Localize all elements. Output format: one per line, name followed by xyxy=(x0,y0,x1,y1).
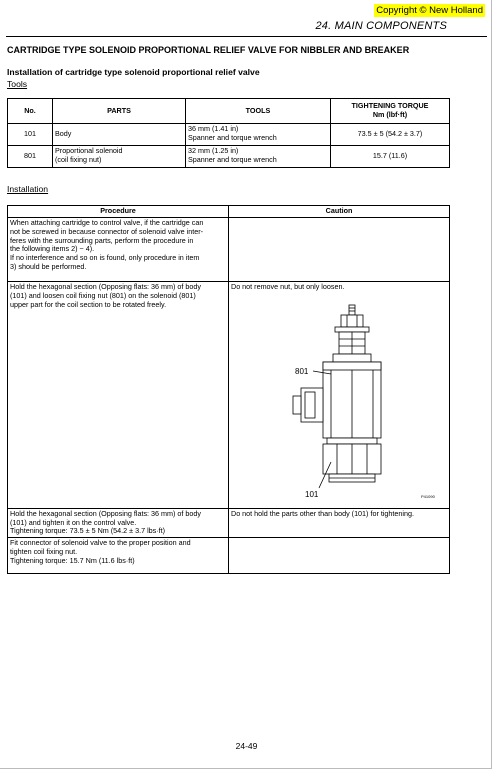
table-row xyxy=(8,282,450,509)
table-row xyxy=(8,218,450,282)
cell-part: Body xyxy=(53,124,186,146)
col-parts: PARTS xyxy=(53,99,186,124)
col-no: No. xyxy=(8,99,53,124)
procedure-line: feres with the surrounding parts, perform the procedure in xyxy=(10,235,194,245)
procedure-line: (101) and tighten it on the control valve. xyxy=(10,517,137,527)
col-caution: Caution xyxy=(229,206,450,218)
procedure-table-header xyxy=(8,206,450,218)
table-row xyxy=(8,538,450,574)
col-tools: TOOLS xyxy=(186,99,331,124)
procedure-cell xyxy=(8,282,229,509)
procedure-line: When attaching cartridge to control valve, if the cartridge can xyxy=(10,218,204,227)
cell-torque: 73.5 ± 5 (54.2 ± 3.7) xyxy=(331,124,450,146)
caution-cell xyxy=(229,282,450,509)
tool-type: Spanner and torque wrench xyxy=(188,132,277,142)
cell-tool xyxy=(186,124,331,146)
procedure-table xyxy=(7,205,450,574)
procedure-line: Tightening torque: 73.5 ± 5 Nm (54.2 ± 3.7 lbs·ft) xyxy=(10,526,166,536)
table-row xyxy=(8,508,450,537)
solenoid-valve-figure xyxy=(231,292,443,507)
cell-no: 801 xyxy=(8,146,53,168)
col-procedure: Procedure xyxy=(8,206,229,218)
col-torque-unit: Nm (lbf·ft) xyxy=(372,110,408,119)
procedure-cell xyxy=(8,538,229,574)
tool-size: 36 mm (1.41 in) xyxy=(188,124,239,133)
label-101: 101 xyxy=(305,489,319,499)
subsection-title: Installation of cartridge type solenoid proportional relief valve xyxy=(7,67,260,77)
procedure-line: Hold the hexagonal section (Opposing flats: 36 mm) of body xyxy=(10,508,201,518)
part-name: Proportional solenoid xyxy=(55,146,123,155)
col-torque xyxy=(331,99,450,124)
procedure-cell xyxy=(8,218,229,282)
copyright-notice: Copyright © New Holland xyxy=(376,5,483,16)
caution-line: Do not hold the parts other than body (101) for tightening. xyxy=(231,508,415,518)
procedure-line: not be screwed in because connector of solenoid valve inter- xyxy=(10,226,203,236)
page-number: 24-49 xyxy=(235,741,258,751)
cell-tool xyxy=(186,146,331,168)
procedure-cell xyxy=(8,508,229,537)
table-row xyxy=(8,146,450,168)
tool-size: 32 mm (1.25 in) xyxy=(188,146,239,155)
caution-cell xyxy=(229,508,450,537)
table-row xyxy=(8,124,450,146)
caution-line: Do not remove nut, but only loosen. xyxy=(231,282,345,291)
col-torque-title: TIGHTENING TORQUE xyxy=(351,101,429,111)
procedure-line: (101) and loosen coil fixing nut (801) on the solenoid (801) xyxy=(10,290,196,300)
tools-heading: Tools xyxy=(7,79,28,89)
procedure-line: the following items 2) ~ 4). xyxy=(10,244,95,254)
figure-code: P41090 xyxy=(421,493,435,499)
cell-no: 101 xyxy=(8,124,53,146)
procedure-line: If no interference and so on is found, only procedure in item xyxy=(10,253,200,263)
procedure-line: Tightening torque: 15.7 Nm (11.6 lbs·ft) xyxy=(10,555,135,565)
label-801: 801 xyxy=(295,366,309,376)
procedure-line: Fit connector of solenoid valve to the proper position and xyxy=(10,538,191,548)
tool-type: Spanner and torque wrench xyxy=(188,154,277,164)
caution-cell xyxy=(229,218,450,282)
part-detail: (coil fixing nut) xyxy=(55,154,102,164)
caution-cell xyxy=(229,538,450,574)
installation-heading: Installation xyxy=(7,184,49,194)
cell-torque: 15.7 (11.6) xyxy=(331,146,450,168)
procedure-line: 3) should be performed. xyxy=(10,261,87,271)
procedure-line: tighten coil fixing nut. xyxy=(10,546,78,556)
cell-part xyxy=(53,146,186,168)
procedure-line: Hold the hexagonal section (Opposing flats: 36 mm) of body xyxy=(10,282,201,291)
header-rule xyxy=(6,36,487,37)
procedure-line: upper part for the coil section to be rotated freely. xyxy=(10,299,167,309)
solenoid-valve-drawing xyxy=(231,292,443,507)
chapter-title: 24. MAIN COMPONENTS xyxy=(315,20,447,32)
tools-table-header xyxy=(8,99,450,124)
section-title: CARTRIDGE TYPE SOLENOID PROPORTIONAL RELIEF VALVE FOR NIBBLER AND BREAKER xyxy=(7,45,410,55)
tools-table xyxy=(7,98,450,168)
